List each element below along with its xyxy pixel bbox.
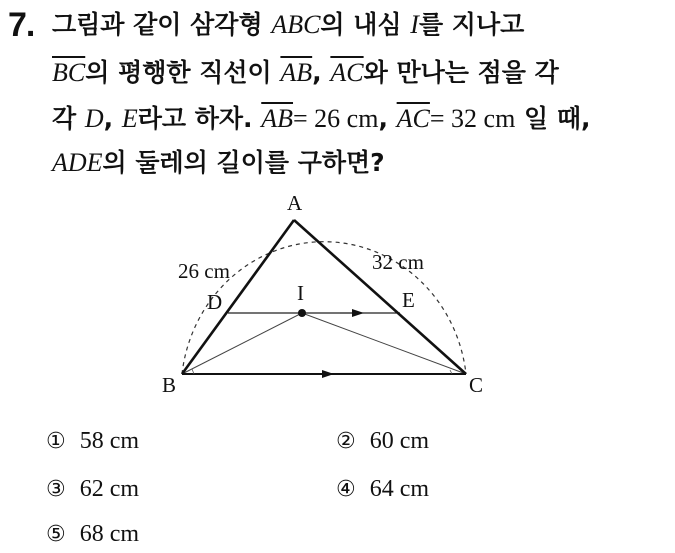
- choice-5-text: 68 cm: [79, 521, 140, 547]
- question-text: 각: [52, 104, 85, 133]
- question-text: 의 내심: [320, 10, 411, 39]
- question-text: 일 때,: [515, 104, 591, 133]
- choice-3-text: 62 cm: [79, 476, 140, 502]
- question-text: 를 지나고: [418, 10, 525, 39]
- question-text: ,: [378, 104, 397, 133]
- choice-2-mark: ②: [336, 429, 356, 454]
- choice-3[interactable]: [46, 476, 139, 503]
- choice-5-mark: ⑤: [46, 522, 66, 547]
- question-text: ,: [312, 58, 331, 87]
- segment-term: $\overline{AB}$: [280, 58, 313, 87]
- choice-3-mark: ③: [46, 477, 66, 502]
- incenter-point: [298, 309, 306, 317]
- math-term: ADE: [52, 148, 103, 177]
- choice-5[interactable]: [46, 521, 139, 548]
- question-line-1: [52, 8, 524, 42]
- label-side-ab: 26 cm: [178, 259, 230, 283]
- choice-2[interactable]: [336, 428, 429, 455]
- choice-4-mark: ④: [336, 477, 356, 502]
- choice-4-text: 64 cm: [369, 476, 430, 502]
- question-text: 그림과 같이 삼각형: [52, 10, 272, 39]
- math-term: I: [410, 10, 419, 39]
- segment-ab: [182, 220, 294, 374]
- segment-ac: [294, 220, 466, 374]
- label-c: C: [469, 373, 484, 397]
- segment-term: $\overline{AB}$: [261, 104, 294, 133]
- math-term: D: [84, 104, 104, 133]
- math-term: ABC: [271, 10, 321, 39]
- label-e: E: [402, 288, 415, 312]
- question-line-4: [52, 146, 385, 180]
- problem-number: 7.: [8, 6, 35, 44]
- question-text: 의 평행한 직선이: [85, 58, 281, 87]
- question-line-2: [52, 56, 559, 90]
- segment-term: $\overline{AC}$: [396, 104, 430, 133]
- question-text: 의 둘레의 길이를 구하면?: [102, 148, 385, 177]
- choice-2-text: 60 cm: [369, 428, 430, 454]
- segment-bi: [182, 313, 302, 374]
- choice-1-text: 58 cm: [79, 428, 140, 454]
- segment-term: $\overline{AC}$: [330, 58, 364, 87]
- label-d: D: [207, 290, 223, 314]
- question-text: 라고 하자.: [137, 104, 262, 133]
- choice-1[interactable]: [46, 428, 139, 455]
- question-text: ,: [103, 104, 122, 133]
- label-a: A: [287, 191, 303, 215]
- label-i: I: [297, 281, 304, 305]
- measure-value: = 32 cm: [429, 104, 516, 133]
- label-b: B: [162, 373, 177, 397]
- segment-ci: [302, 313, 466, 374]
- measure-value: = 26 cm: [293, 104, 379, 133]
- question-line-3: [52, 102, 591, 136]
- question-text: 와 만나는 점을 각: [363, 58, 559, 87]
- math-term: E: [121, 104, 138, 133]
- triangle-figure: [160, 190, 490, 405]
- choice-1-mark: ①: [46, 429, 66, 454]
- choice-4[interactable]: [336, 476, 429, 503]
- label-side-ac: 32 cm: [372, 250, 424, 274]
- segment-term: $\overline{BC}$: [52, 58, 86, 87]
